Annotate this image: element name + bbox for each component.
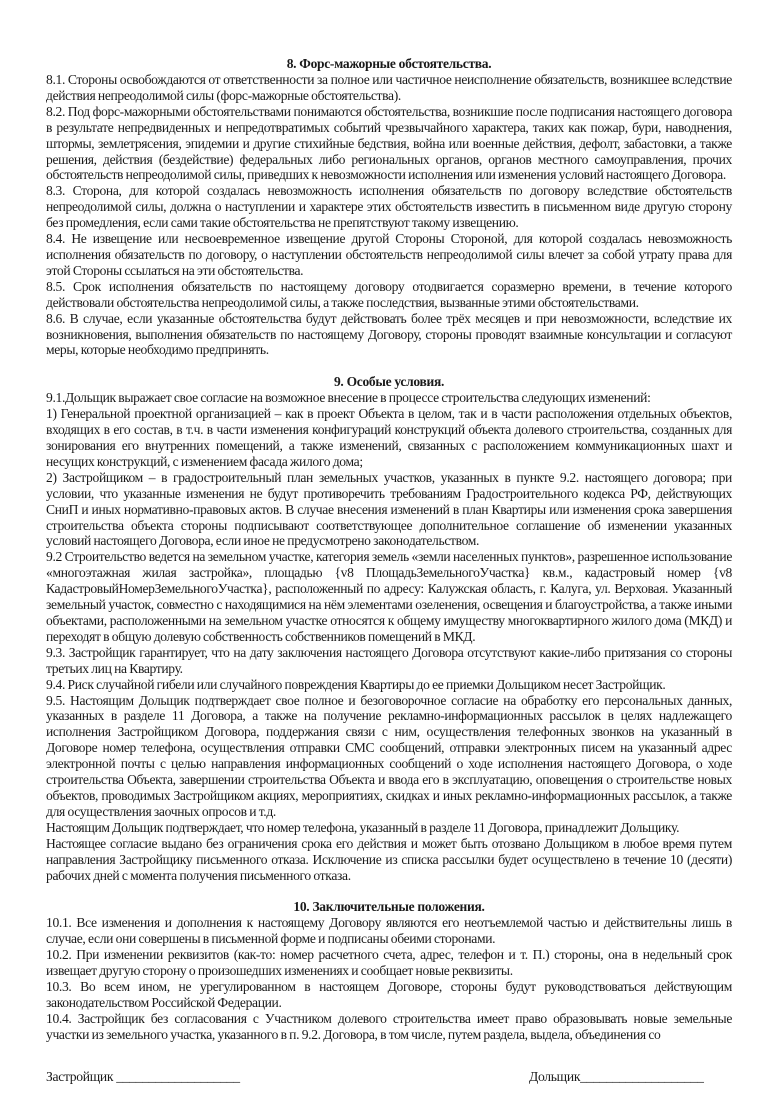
clause-9-2: 9.2 Строительство ведется на земельном участке, категория земель «земли населенных пунктов», разрешенное использование «многоэтажная жилая застройка», площадью {v8 ПлощадьЗемельногоУчастка} кв.м., кадастровый номер {v8 КадастровыйНомерЗемельногоУчастка}, расположенный по адресу: Калужская область, г. Калуга, ул. Верховая. Указанный земельный участок, совместно с находящимися на нём элементами озеленения, освещения и благоустройства, а также иными объектами, расположенными на земельном участке относятся к общему имуществу многоквартирного жилого дома (МКД) и переходят в общую долевую собственность собственников помещений в МКД. <box>46 549 732 644</box>
clause-9-3: 9.3. Застройщик гарантирует, что на дату заключения настоящего Договора отсутствуют какие-либо притязания со стороны третьих лиц на Квартиру. <box>46 644 732 676</box>
document-page <box>46 0 732 1117</box>
section-10-title: 10. Заключительные положения. <box>293 899 485 915</box>
signature-block <box>46 1069 706 1087</box>
clause-10-3: 10.3. Во всем ином, не урегулированном в настоящем Договоре, стороны будут руководствоваться действующим законодательством Российской Федерации. <box>46 979 732 1010</box>
clause-9-5-consent: Настоящее согласие выдано без ограничения срока его действия и может быть отозвано Дольщиком в любое время путем направления Застройщику письменного отказа. Исключение из списка рассылки будет осуществлено в течение 10 (десяти) рабочих дней с момента получения письменного отказа. <box>46 835 732 883</box>
clause-9-1-item-2: 2) Застройщиком – в градостроительный план земельных участков, указанных в пункте 9.2. настоящего договора; при условии, что указанные изменения не будут противоречить требованиям Градостроительного кодекса РФ, действующих СниП и иных нормативно-правовых актов. В случае внесения изменений в план Квартиры или изменения срока завершения строительства объекта стороны подписывают соответствующее дополнительное соглашение об изменении указанных условий настоящего Договора, если иное не предусмотрено законодательством. <box>46 469 732 549</box>
shareholder-signature-line: Дольщик___________________ <box>529 1068 704 1084</box>
clause-9-1: 9.1.Дольщик выражает свое согласие на возможное внесение в процессе строительства следующих изменений: <box>46 390 651 406</box>
clause-10-4: 10.4. Застройщик без согласования с Участником долевого строительства имеет право образовывать новые земельные участки из земельного участка, указанного в п. 9.2. Договора, в том числе, путем раздела, выдела, объединения со <box>46 1010 732 1042</box>
clause-8-6: 8.6. В случае, если указанные обстоятельства будут действовать более трёх месяцев и при невозможности, вследствие их возникновения, выполнения обязательств по настоящему Договору, стороны проводят взаимные консультации и согласуют меры, которые необходимо предпринять. <box>46 310 732 358</box>
clause-9-4: 9.4. Риск случайной гибели или случайного повреждения Квартиры до ее приемки Дольщиком несет Застройщик. <box>46 676 666 692</box>
clause-8-4: 8.4. Не извещение или несвоевременное извещение другой Стороны Стороной, для которой создалась невозможность исполнения обязательств по договору, о наступлении обстоятельств непреодолимой силы влечет за собой утрату права для этой Стороны ссылаться на эти обстоятельства. <box>46 231 732 278</box>
clause-9-5: 9.5. Настоящим Дольщик подтверждает свое полное и безоговорочное согласие на обработку его персональных данных, указанных в разделе 11 Договора, а также на получение рекламно-информационных рассылок в целях надлежащего исполнения Застройщиком Договора, поддержания связи с ним, осуществления телефонных звонков на указанный в Договоре номер телефона, осуществления отправки СМС сообщений, отправки электронных писем на указанный адрес электронной почты с целью направления информационных сообщений о ходе исполнения настоящего Договора, о ходе строительства Объекта, завершении строительства Объекта и ввода его в эксплуатацию, оповещения о строительстве новых объектов, проводимых Застройщиком акциях, мероприятиях, скидках и иных рекламно-информационных рассылок, а также для осуществления заочных опросов и т.д. <box>46 692 732 819</box>
clause-8-1: 8.1. Стороны освобождаются от ответственности за полное или частичное неисполнение обязательств, возникшее вследствие действия непреодолимой силы (форс-мажорные обстоятельства). <box>46 72 732 103</box>
clause-8-2: 8.2. Под форс-мажорными обстоятельствами понимаются обстоятельства, возникшие после подписания настоящего договора в результате непредвиденных и непредотвратимых событий чрезвычайного характера, таких как пожар, бури, наводнения, штормы, землетрясения, эпидемии и другие стихийные бедствия, война или военные действия, дефолт, забастовки, а также решения, действия (бездействие) федеральных либо региональных органов, органов местного самоуправления, прочих обстоятельств непреодолимой силы, приведших к невозможности исполнения или изменения условий настоящего Договора. <box>46 103 732 183</box>
developer-signature-line: Застройщик ___________________ <box>46 1068 240 1084</box>
clause-8-3: 8.3. Сторона, для которой создалась невозможность исполнения обязательств по договору вследствие обстоятельств непреодолимой силы, должна о наступлении и характере этих обстоятельств известить в письменном виде другую сторону без промедления, если сами такие обстоятельства не препятствуют такому извещению. <box>46 183 732 231</box>
section-8-title: 8. Форс-мажорные обстоятельства. <box>286 56 492 71</box>
clause-8-5: 8.5. Срок исполнения обязательств по настоящему договору отодвигается соразмерно времени, в течение которого действовали обстоятельства непреодолимой силы, а также последствия, вызванные этими обстоятельствами. <box>46 278 732 310</box>
clause-9-1-item-1: 1) Генеральной проектной организацией – как в проект Объекта в целом, так и в части расположения отдельных объектов, входящих в его состав, в т.ч. в части изменения конфигураций конструкций объекта долевого строительства, созданных для зонирования его внутренних помещений, а также изменений, связанных с расположением коммуникационных шахт и несущих конструкций, с изменением фасада жилого дома; <box>46 406 732 469</box>
clause-9-5-phone: Настоящим Дольщик подтверждает, что номер телефона, указанный в разделе 11 Договора, принадлежит Дольщику. <box>46 819 680 835</box>
clause-10-2: 10.2. При изменении реквизитов (как-то: номер расчетного счета, адрес, телефон и т. П.) стороны, она в недельный срок извещает другую сторону о произошедших изменениях и сообщает новые реквизиты. <box>46 947 732 979</box>
clause-10-1: 10.1. Все изменения и дополнения к настоящему Договору являются его неотъемлемой частью и действительны лишь в случае, если они совершены в письменной форме и подписаны обеими сторонами. <box>46 915 732 947</box>
section-9-title: 9. Особые условия. <box>333 374 445 390</box>
